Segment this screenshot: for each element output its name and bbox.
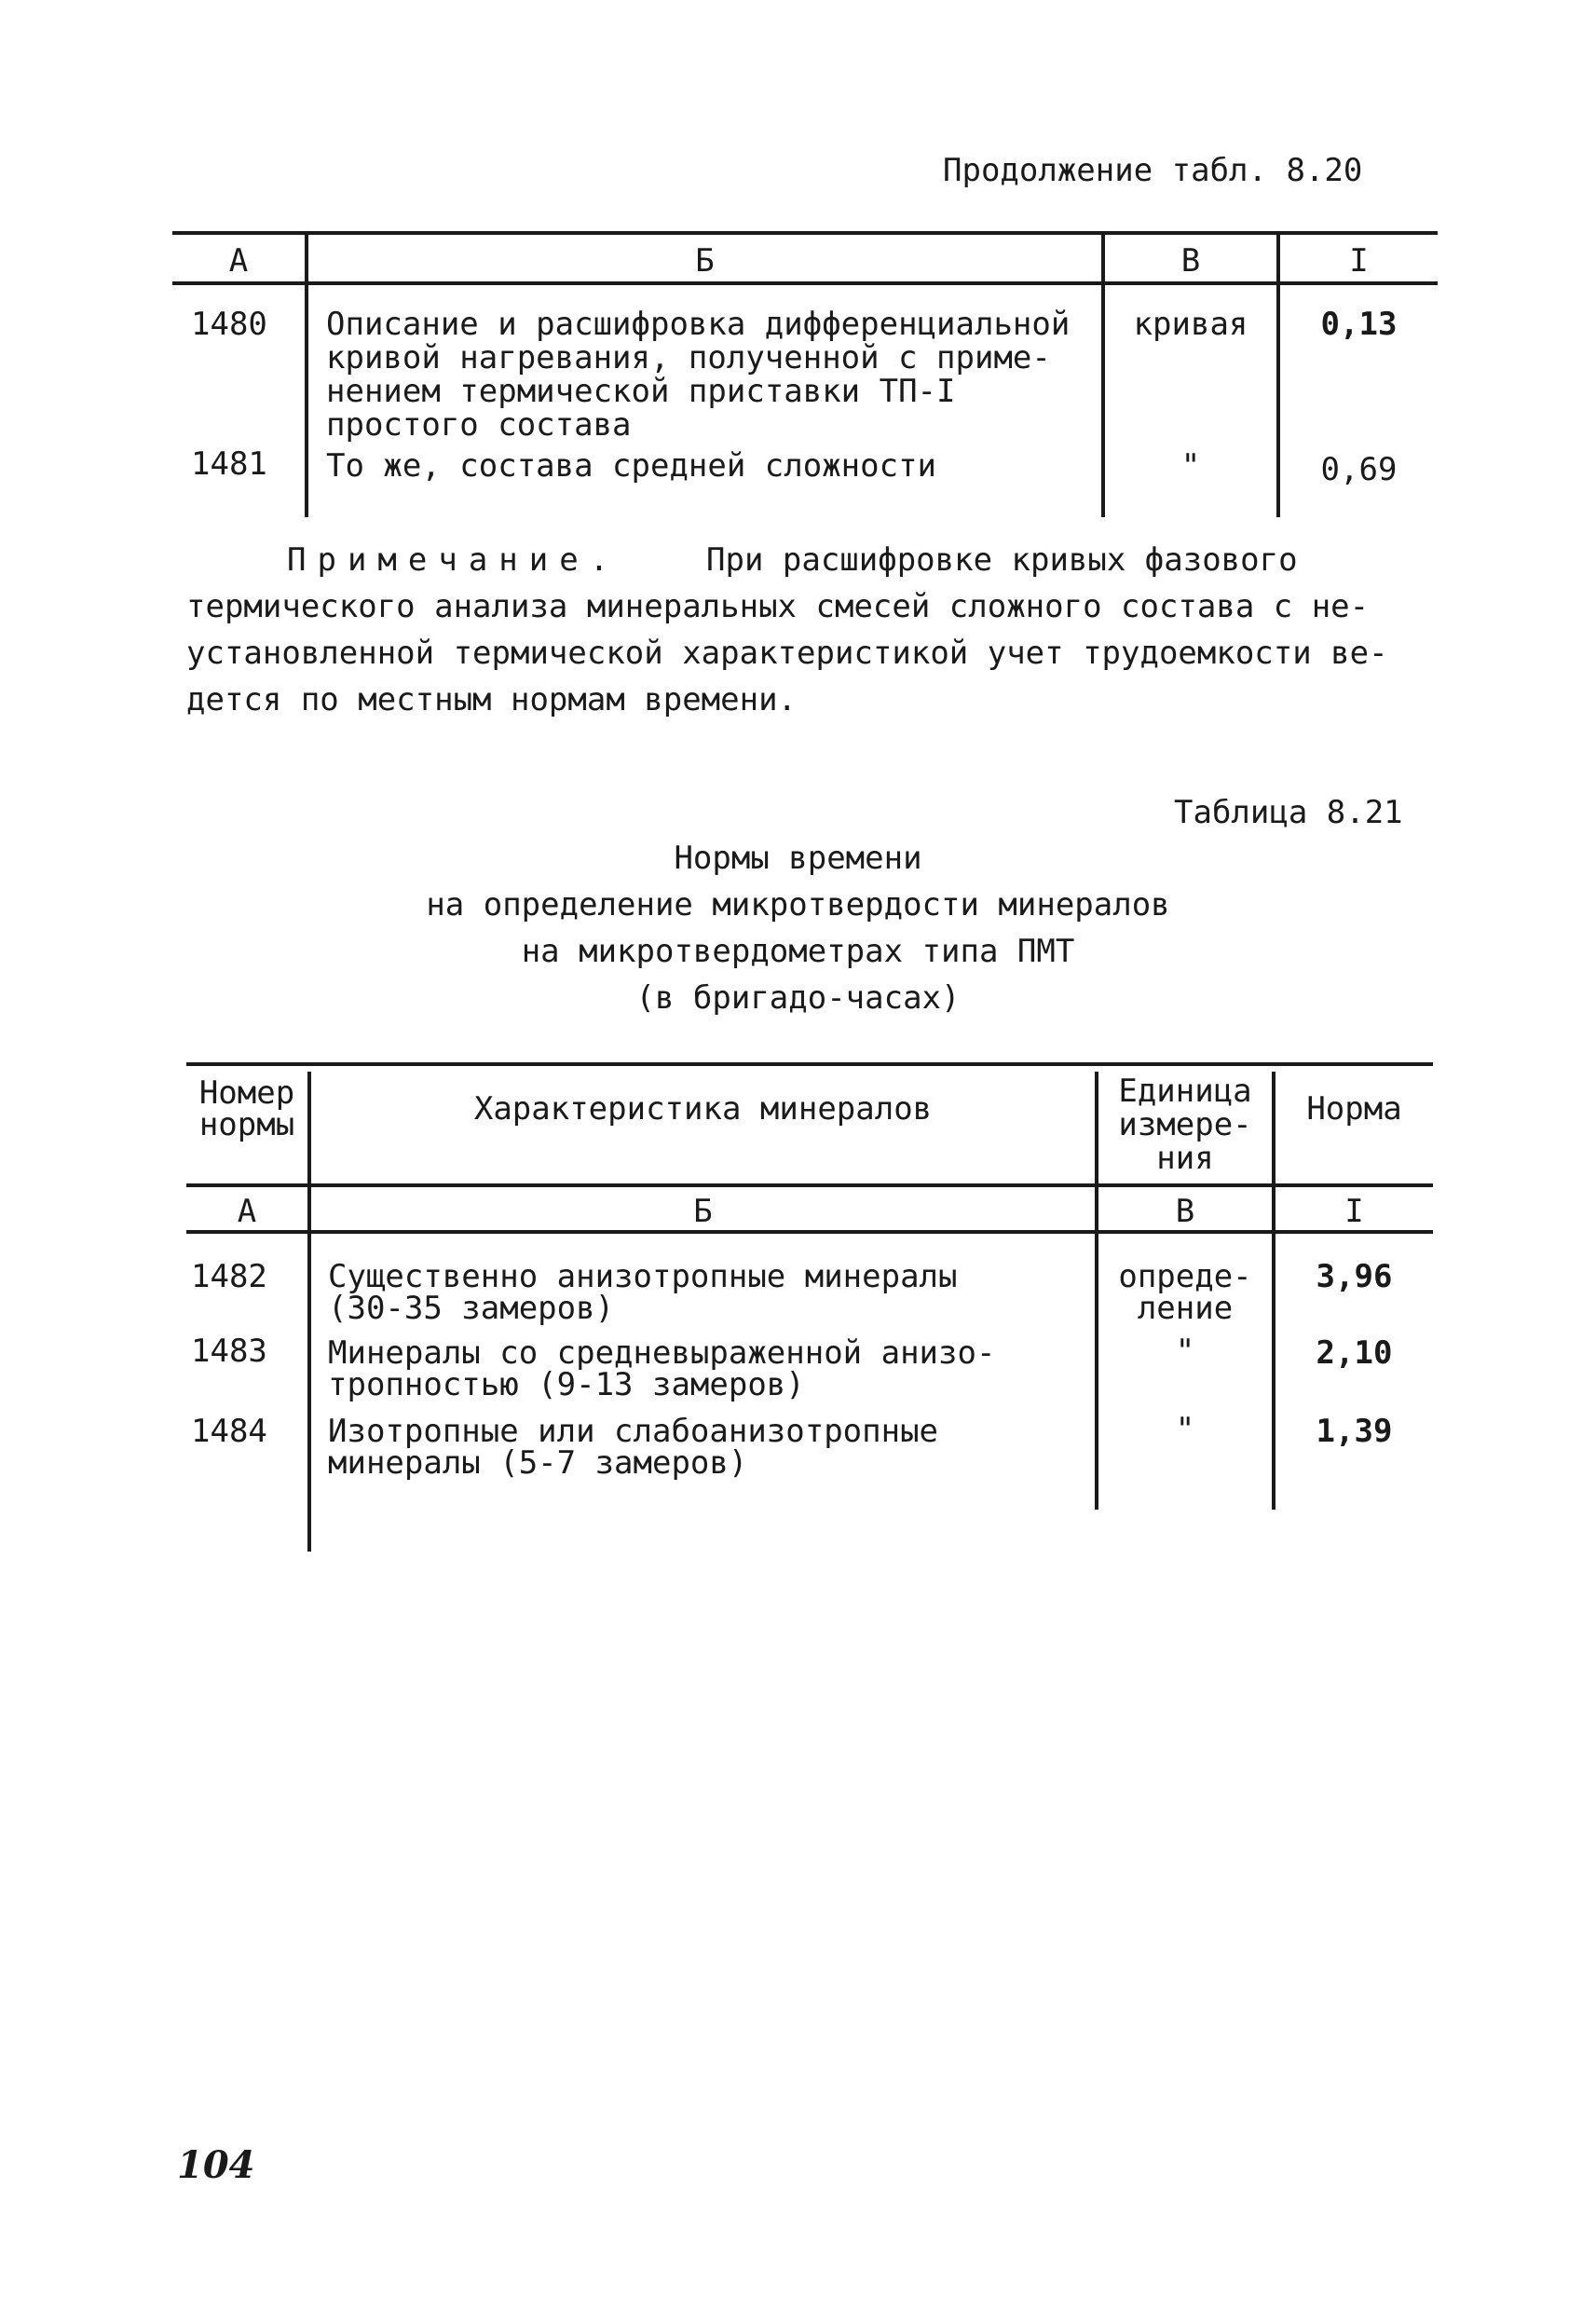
norm-value: 0,69 (1320, 451, 1398, 488)
norm-number: 1483 (191, 1333, 267, 1370)
unit-of-measure: " (1175, 1411, 1195, 1448)
unit-of-measure: ление (1137, 1290, 1234, 1327)
header-norm-number: нормы (198, 1106, 295, 1143)
note-line: дется по местным нормам времени. (186, 681, 798, 718)
header-unit: Единица (1118, 1073, 1252, 1110)
row-description-line: Изотропные или слабоанизотропные (328, 1413, 939, 1450)
table-2-caption: Таблица 8.21 (1174, 794, 1403, 831)
norm-value: 1,39 (1316, 1413, 1393, 1450)
row-description-line: Минералы со средневыраженной анизо- (328, 1334, 996, 1372)
table-2-header-rule (186, 1183, 1433, 1187)
unit-of-measure: кривая (1133, 306, 1248, 343)
row-description-line: простого состава (326, 406, 632, 444)
norm-value: 2,10 (1316, 1334, 1393, 1372)
row-description-line: минералы (5-7 замеров) (328, 1444, 748, 1482)
table-2-title-line: (в бригадо-часах) (635, 979, 961, 1017)
table-2-col-letter: I (1344, 1193, 1364, 1230)
header-unit: ния (1156, 1140, 1214, 1177)
table-2-col-letter: А (237, 1193, 257, 1230)
table-2-top-rule (186, 1062, 1433, 1066)
table-1-top-rule (172, 231, 1438, 235)
table-1-col-letter: А (228, 242, 249, 280)
table-2-col-letter: В (1175, 1193, 1195, 1230)
norm-number: 1484 (191, 1413, 267, 1450)
row-description-line: тропностью (9-13 замеров) (328, 1366, 805, 1403)
norm-number: 1482 (191, 1258, 267, 1295)
norm-number: 1480 (191, 306, 267, 343)
header-norm: Норма (1306, 1090, 1402, 1128)
row-description-line: (30-35 замеров) (328, 1290, 615, 1327)
note-label: Примечание. (287, 541, 621, 579)
table-2-title-line: Нормы времени (674, 840, 922, 877)
table-2-col-letter: Б (693, 1193, 713, 1230)
header-description: Характеристика минералов (473, 1090, 933, 1128)
row-description-line: нением термической приставки ТП-I (326, 373, 956, 410)
norm-number: 1481 (191, 445, 267, 483)
table-2-title-line: на определение микротвердости минералов (426, 886, 1170, 923)
table-1-letter-rule (172, 281, 1438, 285)
table-1-col-letter: В (1180, 242, 1201, 280)
table-2-letter-rule (186, 1230, 1433, 1234)
row-description-line: То же, состава средней сложности (326, 447, 937, 485)
row-description-line: кривой нагревания, полученной с приме- (326, 339, 1051, 376)
table-2-col-divider (307, 1072, 311, 1552)
table-1-col-letter: I (1349, 242, 1369, 280)
norm-value: 0,13 (1320, 306, 1398, 343)
note-line: термического анализа минеральных смесей сложного состава с не- (186, 588, 1370, 625)
unit-of-measure: " (1175, 1333, 1195, 1370)
note-line: При расшифровке кривых фазового (706, 541, 1298, 579)
header-norm-number: Номер (198, 1074, 295, 1112)
page-number: 104 (177, 2143, 255, 2187)
table-2-title-line: на микротвердометрах типа ПМТ (521, 933, 1075, 970)
row-description-line: Описание и расшифровка дифференциальной (326, 306, 1071, 343)
unit-of-measure: " (1180, 447, 1201, 485)
row-description-line: Существенно анизотропные минералы (328, 1258, 958, 1295)
header-unit: измере- (1118, 1106, 1252, 1143)
note-line: установленной термической характеристикой учет трудоемкости ве- (186, 635, 1388, 672)
continuation-label: Продолжение табл. 8.20 (943, 152, 1363, 189)
unit-of-measure: опреде- (1118, 1258, 1252, 1295)
table-1-col-letter: Б (695, 242, 715, 280)
norm-value: 3,96 (1316, 1258, 1393, 1295)
